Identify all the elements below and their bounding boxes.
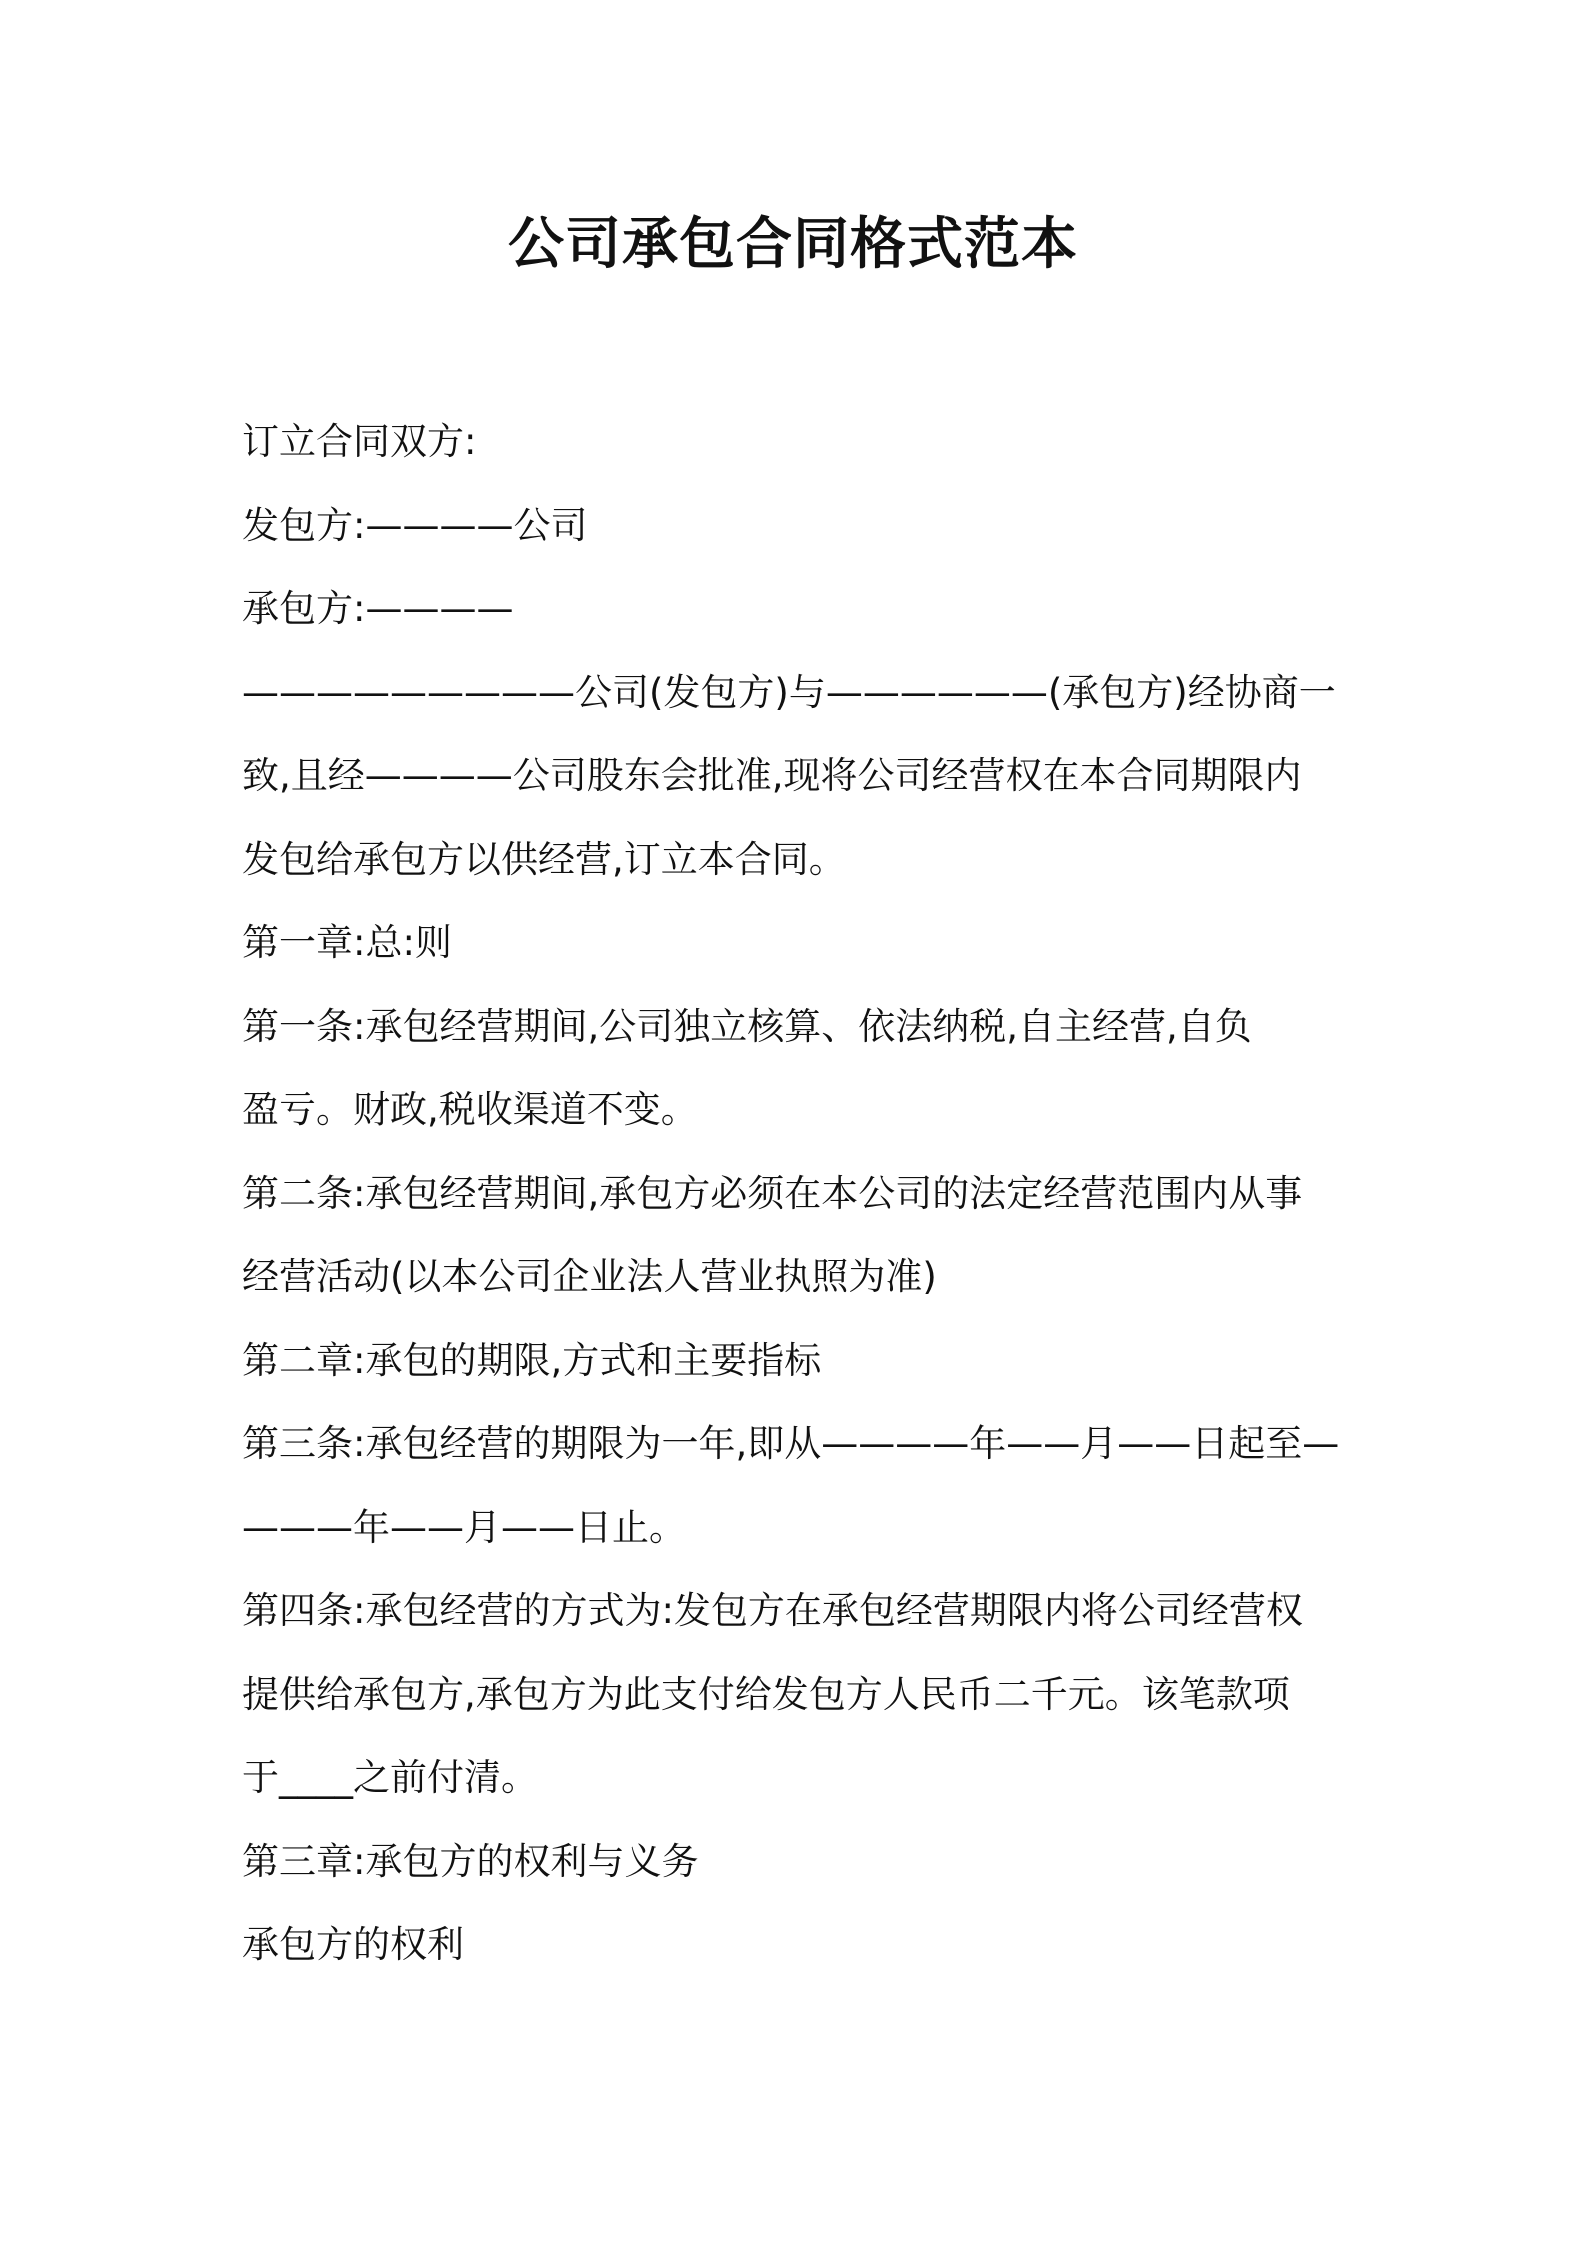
chapter-heading-1: 第一章:总:则 [242, 921, 452, 964]
article-4-line-2: 提供给承包方,承包方为此支付给发包方人民币二千元。该笔款项 [242, 1672, 1290, 1716]
article-3-line-2: ———年——月——日止。 [242, 1505, 686, 1549]
text-line-preamble-1: —————————公司(发包方)与——————(承包方)经协商一 [242, 670, 1336, 714]
article-2-line-1: 第二条:承包经营期间,承包方必须在本公司的法定经营范围内从事 [242, 1171, 1303, 1215]
section-heading-contractor-rights: 承包方的权利 [242, 1923, 464, 1966]
text-line-preamble-2: 致,且经————公司股东会批准,现将公司经营权在本合同期限内 [242, 754, 1302, 797]
article-1-line-1: 第一条:承包经营期间,公司独立核算、依法纳税,自主经营,自负 [242, 1004, 1252, 1048]
chapter-heading-3: 第三章:承包方的权利与义务 [242, 1839, 699, 1883]
article-2-line-2: 经营活动(以本公司企业法人营业执照为准) [242, 1255, 937, 1298]
document-title: 公司承包合同格式范本 [508, 212, 1078, 277]
article-1-line-2: 盈亏。财政,税收渠道不变。 [242, 1088, 698, 1131]
article-4-line-1: 第四条:承包经营的方式为:发包方在承包经营期限内将公司经营权 [242, 1589, 1303, 1632]
text-line-contractor: 承包方:———— [242, 587, 514, 630]
text-line-preamble-3: 发包给承包方以供经营,订立本合同。 [242, 837, 846, 881]
article-3-line-1: 第三条:承包经营的期限为一年,即从————年——月——日起至— [242, 1422, 1340, 1465]
article-4-line-3: 于____之前付清。 [242, 1756, 538, 1799]
text-line-employer: 发包方:————公司 [242, 503, 588, 547]
document-body [242, 400, 1362, 1987]
text-line-parties-heading: 订立合同双方: [242, 420, 477, 463]
chapter-heading-2: 第二章:承包的期限,方式和主要指标 [242, 1338, 822, 1382]
